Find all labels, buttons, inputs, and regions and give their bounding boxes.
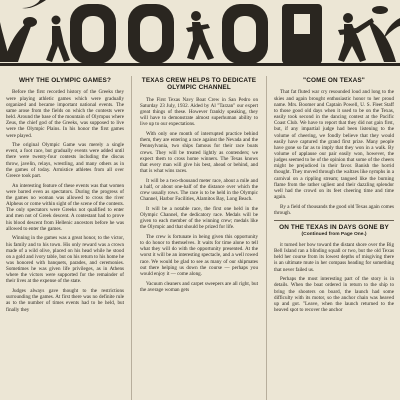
column-3 <box>274 74 394 400</box>
paragraph: it turned her bow toward the distant shore over the Big Bell Island ran a blinding squall or two, but the old Texas held her course from its lowest depths of misgiving there is an ultimate mute in her compass heading for something that never failed us. <box>274 241 394 273</box>
paragraph: Perhaps the most interesting part of the story is in details. When the boat ordered in return to the ship to bring the shooters on board, the launch had some difficulty with its motor, so the anchor chain was heaved up and got. "Leave, when the launch returned to the heaved spot to recover the anchor <box>274 276 394 313</box>
paragraph: Vacuum cleaners and carpet sweepers are all right, but the average woman gets <box>140 280 258 293</box>
headline-texas-crew: TEXAS CREW HELPS TO DEDICATE OLYMPIC CHANNEL <box>141 77 257 92</box>
paragraph: With only one month of interrupted practice behind them, they are entering a race against the Nevada and the Pennsylvania, two ships famous for their race boats crews. They will be treated lightly as contenders; we expect them to cross home winners. The Texas knows that every man will give his best, ahead or behind, and that is what wins races. <box>140 131 258 175</box>
headline-olympic-games: WHY THE OLYMPIC GAMES? <box>18 77 112 84</box>
paragraph: The First Texas Navy Boat Crew in San Pedro on Saturday 23 July, 1932. Aided by Al "Tarzan" our expert great things of these. However frankly speaking, they will have to demonstrate almost superhuman ability to live up to our expectations. <box>140 96 258 128</box>
paragraph: Winning in the games was a great honor, to the victor, his family and to his town. His only reward was a crown made of a wild olive, placed on his head while he stood on a gold and ivory table, but on his return to his home he was honored with banquets, parades, and ceremonies. Sometimes he was given life privileges, as in Athens where the victors were supported for the remainder of their lives at the expense of the state. <box>6 235 124 285</box>
paragraph: The original Olympic Game was merely a single event, a foot race, but gradually events were added until there were twenty-four contests including the discus throw, javelin, relays, wrestling, and many others as in the games of today. Armistice athletes from all over Greece took part. <box>6 142 124 179</box>
article-columns <box>0 74 400 400</box>
column-2 <box>140 74 258 400</box>
headline-come-on-texas: "COME ON TEXAS" <box>303 77 365 84</box>
paragraph: It will be a two-thousand meter race, about a mile and a half, or about one-half of the distance over which the crew usually rows. The race is to be held in the Olympic Channel, Harbor Facilities, Alamitos Bay, Long Beach. <box>140 177 258 203</box>
paragraph: The crew is fortunate in being given this opportunity to do honor to themselves. It waits for time alone to tell what they will do with the opportunity presented. At the worst it will be an interesting spectacle, and a well rowed race. We would be glad to see as many of our shipmates out there helping us down the course — perhaps you would enjoy it — come along. <box>140 233 258 277</box>
continued-note: (Continued from Page One.) <box>301 231 367 237</box>
paragraph: Judges always gave thought to the restrictions surrounding the games. At first there was no definite rule as to the number of times events had to be held, but finally they <box>6 288 124 313</box>
masthead-illustration <box>0 0 400 72</box>
section-rule <box>274 220 394 221</box>
paragraph: Before the first recorded history of the Greeks they were playing athletic games which were gradually organized and became important national events. The same arose from the fields on which the contests were held. Around the base of the mountain of Olympus where Zeus, the chief god of the Greeks, was supposed to live were the Olympic Plains. In his honor the first games were played. <box>6 89 124 139</box>
paragraph: By a field of thousands the good old Texas again comes through. <box>274 203 394 216</box>
paragraph: An interesting feature of these events was that women were barred even as spectators. During the progress of the games no woman was allowed to cross the river Alpheus or come within sight of the scene of the contests. The only spectators were Greeks not qualified to enter and men not of Greek descent. A contestant had to prove his blood descent from Hellenic ancestors before he was allowed to enter the games. <box>6 182 124 232</box>
paragraph: It will be a notable race, the first one held in the Olympic Channel, the dedicatory race. Medals will be given to each member of the winning crew; medals like the Olympic and that should be prized for life. <box>140 205 258 231</box>
column-1 <box>6 74 124 400</box>
paragraph: That fat fluted war cry resounded loud and long to the skies and again brought enthusiastic honor to her proud name. Mrs. Boomer and Captain Powell, U. S. Fleet Staff to those good old days when it used to be on the Texas, easily took second in the dancing contest at the Pacific Coast Club. We have to report that they did not gain first, but, if any impartial judge had been listening to the volume of cheering, we fondly believe that they would easily have captured the grand first prize. Many people have gone so far as to imply that they won in a walk. By volume of applause our pair easily won, however, the judges seemed to be of the opinion that some of the cheers might be prejudiced in their favor. Banish the horrid thought. They moved through the waltzes like nymphs in a carnival on a rippling stream; tangoed like the burning flame from the rather ugliest and their dazzling splendor well had the crowd on its feet cheering time and time again. <box>274 89 394 201</box>
headline-days-gone-by: ON THE TEXAS IN DAYS GONE BY <box>279 223 389 231</box>
